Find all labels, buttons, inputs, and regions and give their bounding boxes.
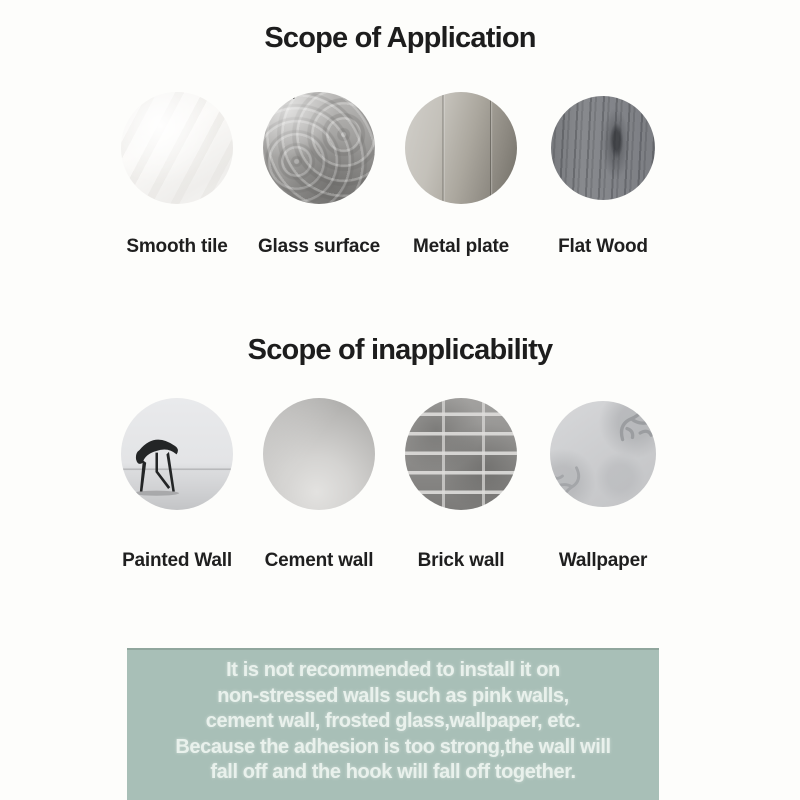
chair-silhouette-icon <box>131 436 185 498</box>
swatch-label: Painted Wall <box>122 550 232 571</box>
swatch-item-brick-wall <box>390 398 532 572</box>
inapplicability-swatch-row <box>106 398 674 572</box>
section-title-application: Scope of Application <box>264 22 536 54</box>
warning-line-5: fall off and the hook will fall off together. <box>210 761 576 784</box>
swatch-label: Cement wall <box>264 550 374 571</box>
metal-plate-photo <box>405 92 517 204</box>
warning-line-1: It is not recommended to install it on <box>226 659 560 681</box>
warning-line-4: Because the adhesion is too strong,the wall will <box>175 735 611 758</box>
glass-surface-photo <box>263 92 375 204</box>
swatch-item-metal-plate <box>390 92 532 258</box>
circle-wrap <box>263 398 375 510</box>
swatch-label: Smooth tile <box>126 236 228 257</box>
circle-wrap <box>405 398 517 510</box>
swatch-item-cement-wall <box>248 398 390 572</box>
circle-wrap <box>405 92 517 204</box>
circle-wrap <box>121 92 233 204</box>
swatch-label: Brick wall <box>417 550 505 571</box>
swatch-label: Wallpaper <box>558 550 648 571</box>
warning-line-2: non-stressed walls such as pink walls, <box>217 684 569 707</box>
warning-line-3: cement wall, frosted glass,wallpaper, etc. <box>205 710 581 733</box>
swatch-item-glass-surface <box>248 92 390 258</box>
circle-wrap <box>547 92 659 204</box>
application-swatch-row <box>106 92 674 258</box>
flat-wood-photo <box>551 96 655 200</box>
glass-clip-mark <box>293 92 298 99</box>
smooth-tile-photo <box>121 92 233 204</box>
swatch-item-painted-wall <box>106 398 248 572</box>
circle-wrap <box>263 92 375 204</box>
brick-wall-photo <box>405 398 517 510</box>
circle-wrap <box>547 398 659 510</box>
circle-wrap <box>121 398 233 510</box>
swatch-item-flat-wood <box>532 92 674 258</box>
damask-ornament-icon <box>550 462 588 507</box>
swatch-label: Glass surface <box>257 236 381 257</box>
painted-wall-photo <box>121 398 233 510</box>
warning-note-box <box>127 648 659 800</box>
cement-wall-photo <box>263 398 375 510</box>
glass-clip-mark <box>355 96 362 104</box>
swatch-label: Flat Wood <box>558 236 648 257</box>
swatch-item-wallpaper <box>532 398 674 572</box>
swatch-label: Metal plate <box>413 236 509 257</box>
damask-ornament-icon <box>616 401 656 445</box>
wallpaper-photo <box>550 401 656 507</box>
swatch-item-smooth-tile <box>106 92 248 258</box>
section-title-inapplicability: Scope of inapplicability <box>247 334 553 366</box>
